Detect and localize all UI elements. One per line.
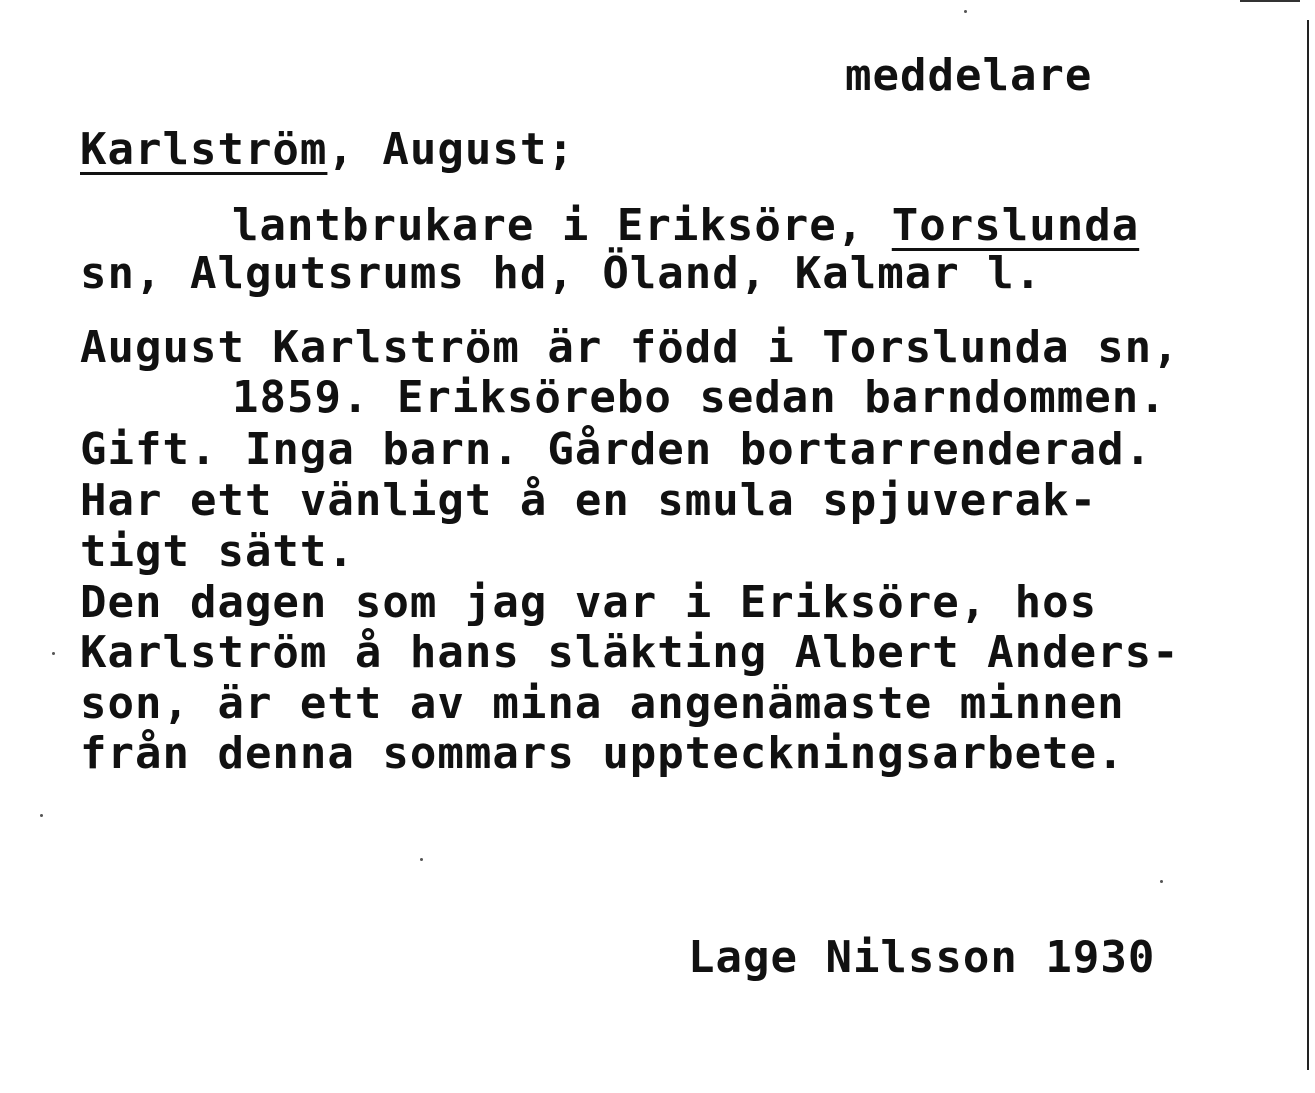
occupation-text: lantbrukare i Eriksöre, [232, 200, 892, 251]
body-line-6: Den dagen som jag var i Eriksöre, hos [80, 577, 1098, 628]
name-heading [80, 124, 575, 176]
body-line-7: Karlström å hans släkting Albert Anders- [80, 627, 1180, 678]
parish-name: Torslunda [891, 200, 1140, 251]
occupation-line-1 [232, 200, 1139, 252]
signature: Lage Nilsson 1930 [688, 932, 1156, 983]
occupation-line-2: sn, Algutsrums hd, Öland, Kalmar l. [80, 248, 1043, 299]
body-line-5: tigt sätt. [80, 526, 355, 577]
role-label: meddelare [845, 50, 1093, 101]
body-line-2: 1859. Eriksörebo sedan barndommen. [232, 372, 1167, 423]
body-line-9: från denna sommars uppteckningsarbete. [80, 728, 1125, 779]
given-name: , August; [327, 124, 575, 175]
paper-speck [964, 10, 967, 13]
paper-speck [1160, 880, 1163, 883]
body-line-3: Gift. Inga barn. Gården bortarrenderad. [80, 424, 1153, 475]
card-edge-right [1307, 20, 1309, 1070]
body-line-4: Har ett vänligt å en smula spjuverak- [80, 475, 1098, 526]
body-line-1: August Karlström är född i Torslunda sn, [80, 322, 1180, 373]
paper-speck [40, 814, 43, 817]
surname: Karlström [80, 124, 328, 175]
card-edge-top [1240, 0, 1300, 2]
body-line-8: son, är ett av mina angenämaste minnen [80, 678, 1125, 729]
paper-speck [420, 858, 423, 861]
paper-speck [52, 652, 55, 655]
